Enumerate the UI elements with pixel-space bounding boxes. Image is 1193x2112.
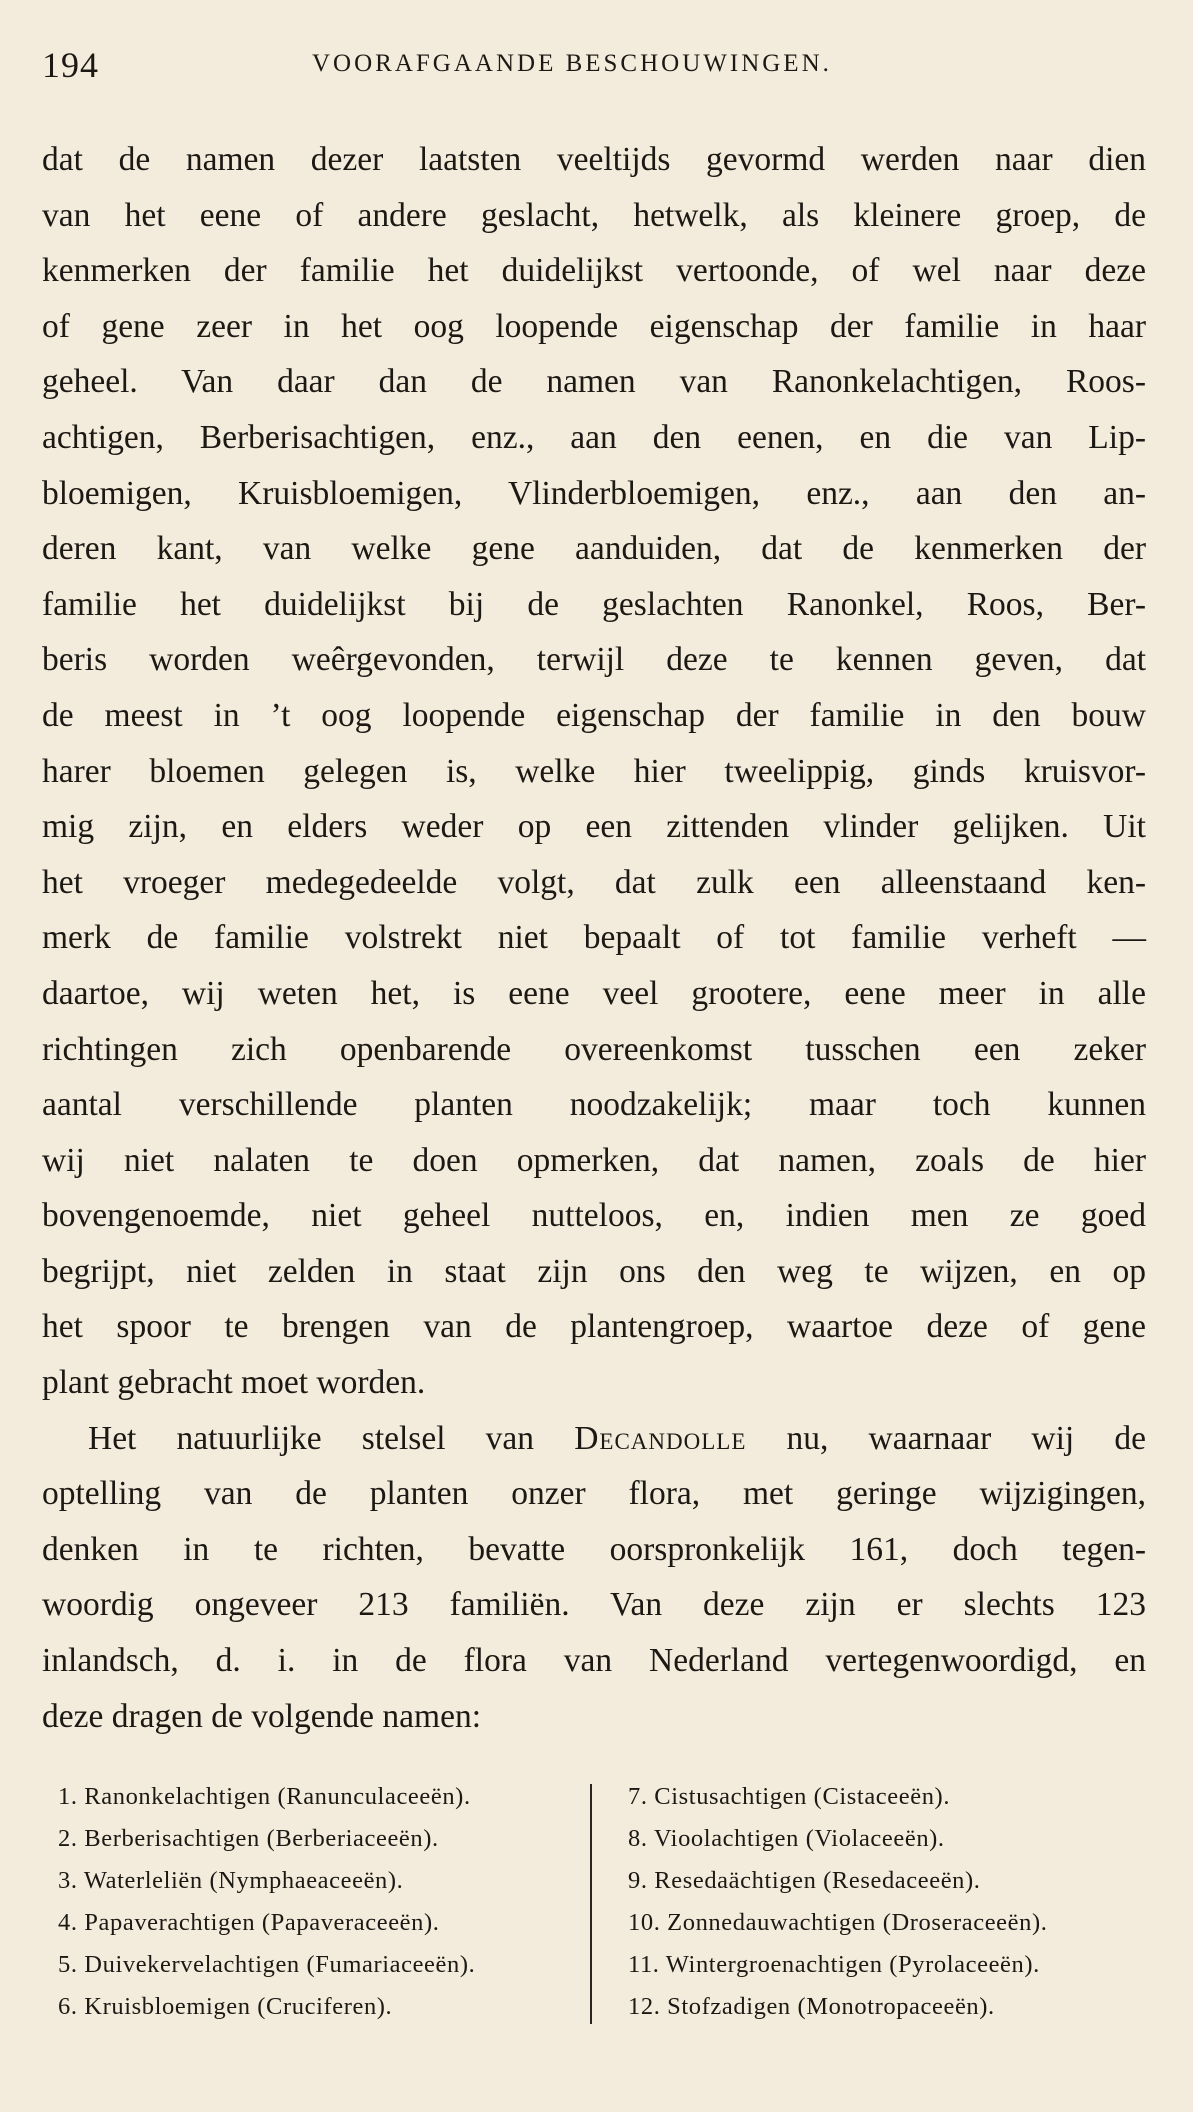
text-line: beris worden weêrgevonden, terwijl deze te kennen geven, dat <box>42 641 1146 679</box>
text-line: kenmerken der familie het duidelijkst vertoonde, of wel naar deze <box>42 252 1146 290</box>
text-line: aantal verschillende planten noodzakelijk; maar toch kunnen <box>42 1086 1146 1124</box>
text-line: of gene zeer in het oog loopende eigenschap der familie in haar <box>42 307 1146 345</box>
text-line: richtingen zich openbarende overeenkomst tusschen een zeker <box>42 1030 1146 1068</box>
author-name: Decandolle <box>574 1419 747 1457</box>
text-line: deren kant, van welke gene aanduiden, dat de kenmerken der <box>42 530 1146 568</box>
page-header <box>42 44 1142 94</box>
paragraph-start-line <box>42 1411 1146 1467</box>
text-line: wij niet nalaten te doen opmerken, dat namen, zoals de hier <box>42 1141 1146 1179</box>
family-list-right-column <box>628 1776 1148 2028</box>
text-line: harer bloemen gelegen is, welke hier tweelippig, ginds kruisvor- <box>42 752 1146 790</box>
family-list <box>58 1776 1148 2046</box>
family-item: 3. Waterleliën (Nymphaeaceeën). <box>58 1867 404 1894</box>
text-line: begrijpt, niet zelden in staat zijn ons den weg te wijzen, en op <box>42 1252 1146 1290</box>
text-line: mig zijn, en elders weder op een zittenden vlinder gelijken. Uit <box>42 808 1146 846</box>
family-item: 5. Duivekervelachtigen (Fumariaceeën). <box>58 1951 476 1978</box>
text-line: het spoor te brengen van de plantengroep, waartoe deze of gene <box>42 1308 1146 1346</box>
text-line: plant gebracht moet worden. <box>42 1364 426 1402</box>
text-line: het vroeger medegedeelde volgt, dat zulk een alleenstaand ken- <box>42 863 1146 901</box>
column-divider <box>590 1784 592 2024</box>
family-item: 4. Papaverachtigen (Papaveraceeën). <box>58 1909 440 1936</box>
page-number: 194 <box>42 45 99 85</box>
family-item: 11. Wintergroenachtigen (Pyrolaceeën). <box>628 1951 1040 1978</box>
text-line: inlandsch, d. i. in de flora van Nederland vertegenwoordigd, en <box>42 1642 1146 1680</box>
text-line: dat de namen dezer laatsten veeltijds gevormd werden naar dien <box>42 141 1146 178</box>
text-line: achtigen, Berberisachtigen, enz., aan den eenen, en die van Lip- <box>42 418 1146 456</box>
text-line: woordig ongeveer 213 familiën. Van deze zijn er slechts 123 <box>42 1586 1146 1624</box>
text-line: bovengenoemde, niet geheel nutteloos, en, indien men ze goed <box>42 1197 1146 1235</box>
body-text <box>42 132 1146 1744</box>
family-item: 7. Cistusachtigen (Cistaceeën). <box>628 1783 951 1810</box>
family-item: 2. Berberisachtigen (Berberiaceeën). <box>58 1825 439 1852</box>
family-item: 1. Ranonkelachtigen (Ranunculaceeën). <box>58 1783 471 1810</box>
text-line: denken in te richten, bevatte oorspronkelijk 161, doch tegen- <box>42 1530 1146 1568</box>
family-list-left-column <box>58 1776 578 2028</box>
text-line: deze dragen de volgende namen: <box>42 1697 482 1735</box>
text-line: familie het duidelijkst bij de geslachten Ranonkel, Roos, Ber- <box>42 585 1146 623</box>
family-item: 9. Resedaächtigen (Resedaceeën). <box>628 1867 981 1894</box>
family-item: 12. Stofzadigen (Monotropaceeën). <box>628 1993 995 2020</box>
text-line: bloemigen, Kruisbloemigen, Vlinderbloemigen, enz., aan den an- <box>42 474 1146 512</box>
family-item: 6. Kruisbloemigen (Cruciferen). <box>58 1993 393 2020</box>
text-line: merk de familie volstrekt niet bepaalt of tot familie verheft — <box>42 919 1146 957</box>
text-line: daartoe, wij weten het, is eene veel grootere, eene meer in alle <box>42 974 1146 1012</box>
text-segment: Het natuurlijke stelsel van <box>88 1419 535 1457</box>
text-line: van het eene of andere geslacht, hetwelk, als kleinere groep, de <box>42 196 1146 234</box>
family-item: 10. Zonnedauwachtigen (Droseraceeën). <box>628 1909 1048 1936</box>
text-segment: nu, waarnaar wij de <box>786 1419 1147 1457</box>
text-line: geheel. Van daar dan de namen van Ranonkelachtigen, Roos- <box>42 363 1146 401</box>
running-head: VOORAFGAANDE BESCHOUWINGEN. <box>312 50 832 77</box>
family-item: 8. Vioolachtigen (Violaceeën). <box>628 1825 945 1852</box>
text-line: de meest in ’t oog loopende eigenschap der familie in den bouw <box>42 696 1146 734</box>
text-line: optelling van de planten onzer flora, met geringe wijzigingen, <box>42 1475 1146 1513</box>
